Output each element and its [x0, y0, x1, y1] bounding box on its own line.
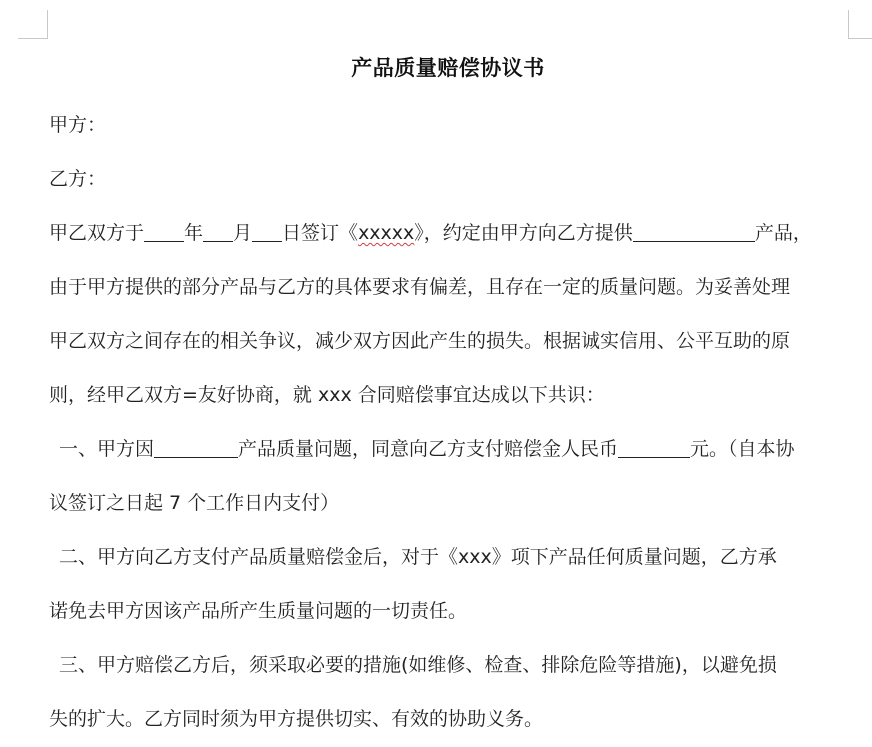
clause-2-line-1: 二、甲方向乙方支付产品质量赔偿金后，对于《xxx》项下产品任何质量问题，乙方承	[59, 546, 777, 568]
paragraph-1-line-2: 由于甲方提供的部分产品与乙方的具体要求有偏差，且存在一定的质量问题。为妥善处理	[49, 276, 791, 298]
product-name-blank	[154, 437, 238, 458]
crop-mark-top-right-horizontal	[848, 38, 872, 39]
crop-mark-top-left-vertical	[47, 10, 48, 39]
clause1-text-3: 元。（自本协	[690, 438, 795, 460]
month-blank	[203, 221, 233, 242]
document-title: 产品质量赔偿协议书	[351, 56, 545, 80]
para1-text-3: 》，约定由甲方向乙方提供	[414, 222, 633, 244]
clause-1-line-2: 议签订之日起 7 个工作日内支付）	[49, 492, 340, 514]
day-blank	[252, 221, 282, 242]
contract-name-placeholder: xxxxx	[358, 222, 415, 244]
paragraph-1-line-3: 甲乙双方之间存在的相关争议，减少双方因此产生的损失。根据诚实信用、公平互助的原	[49, 330, 791, 352]
clause1-text-2: 产品质量问题，同意向乙方支付赔偿金人民币	[238, 438, 619, 460]
para1-month-label: 月	[233, 222, 253, 244]
party-b-label: 乙方：	[49, 168, 107, 190]
paragraph-1-line-1	[49, 218, 812, 245]
crop-mark-top-right-vertical	[848, 10, 849, 39]
para1-year-label: 年	[184, 222, 204, 244]
year-blank	[144, 221, 184, 242]
amount-blank	[618, 437, 690, 458]
para1-text-2: 日签订《	[282, 222, 359, 244]
party-a-label: 甲方：	[49, 114, 107, 136]
clause-1-line-1	[59, 434, 795, 461]
clause-3-line-2: 失的扩大。乙方同时须为甲方提供切实、有效的协助义务。	[49, 708, 544, 730]
para1-text-4: 产品，	[754, 222, 812, 244]
crop-mark-top-left-horizontal	[18, 38, 48, 39]
clause1-text-1: 一、甲方因	[59, 438, 155, 460]
paragraph-1-line-4: 则，经甲乙双方=友好协商，就 xxx 合同赔偿事宜达成以下共识：	[49, 384, 605, 406]
product-blank	[633, 221, 755, 242]
clause-3-line-1: 三、甲方赔偿乙方后，须采取必要的措施(如维修、检查、排除危险等措施)，以避免损	[59, 654, 777, 676]
para1-text-1: 甲乙双方于	[49, 222, 145, 244]
clause-2-line-2: 诺免去甲方因该产品所产生质量问题的一切责任。	[49, 600, 468, 622]
